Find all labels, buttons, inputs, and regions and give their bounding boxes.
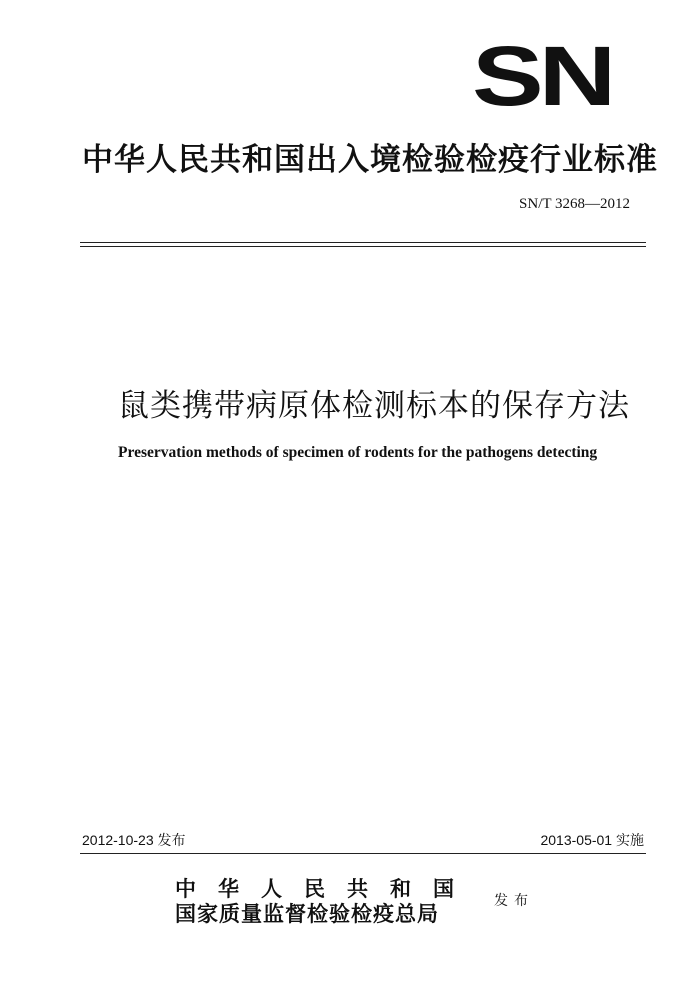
issue-date: 2012-10-23 发布: [82, 832, 186, 848]
footer-divider: [80, 853, 646, 854]
sn-logo: SN: [472, 29, 612, 123]
document-title-cn: 鼠类携带病原体检测标本的保存方法: [118, 388, 630, 424]
document-title-en: Preservation methods of specimen of rodents for the pathogens detecting: [118, 444, 598, 461]
issuer-line-agency: 国家质量监督检验检疫总局: [175, 901, 439, 926]
effective-date: 2013-05-01 实施: [540, 832, 644, 848]
issuer-line-country: 中华人民共和国: [175, 876, 476, 901]
header-divider-top: [80, 242, 646, 243]
issuer-block: [175, 876, 476, 926]
standard-category-title: 中华人民共和国出入境检验检疫行业标准: [82, 142, 658, 178]
header-divider-bottom: [80, 246, 646, 247]
standard-code: SN/T 3268—2012: [519, 196, 630, 212]
publish-label: 发布: [494, 893, 534, 909]
